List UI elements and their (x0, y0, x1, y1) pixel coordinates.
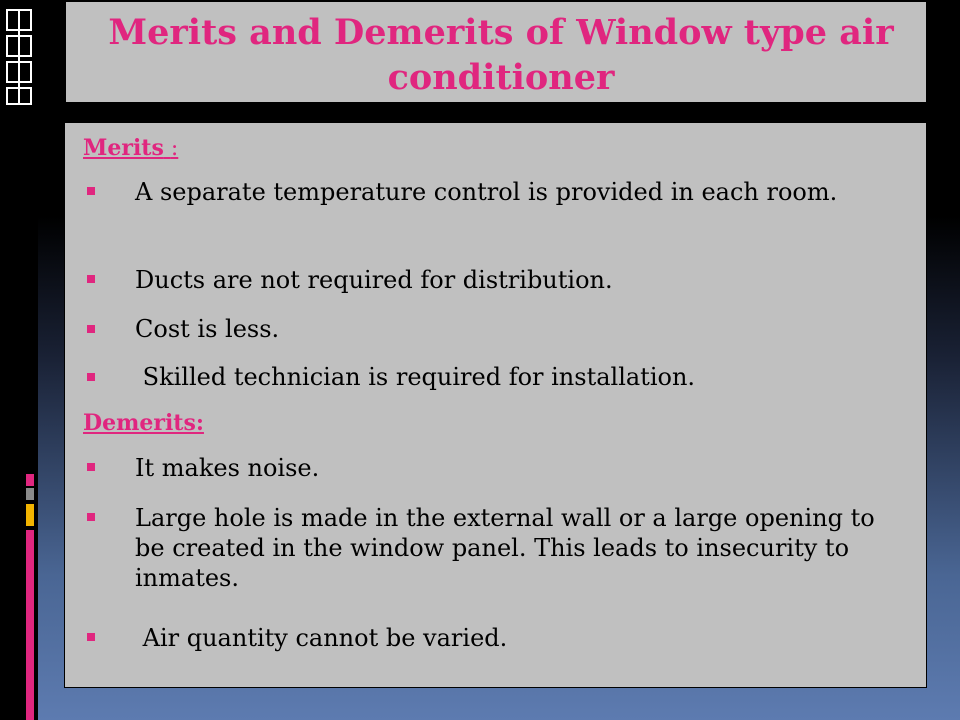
merit-item-1: A separate temperature control is provided in each room. (135, 178, 838, 206)
slide-decoration-icon (5, 8, 33, 108)
bullet-icon (87, 513, 95, 521)
demerits-heading: Demerits: (83, 410, 204, 436)
title-line-2: conditioner (387, 57, 615, 98)
demerit-item-3: Air quantity cannot be varied. (135, 624, 508, 652)
title-line-1: Merits and Demerits of Window type air (108, 12, 894, 53)
bullet-icon (87, 275, 95, 283)
deco-bar-pink-1 (26, 474, 34, 486)
title-box (66, 2, 926, 102)
merit-item-2: Ducts are not required for distribution. (135, 266, 613, 294)
bullet-icon (87, 463, 95, 471)
bullet-icon (87, 325, 95, 333)
deco-bar-gray (26, 488, 34, 500)
merits-heading: Merits : (83, 135, 179, 161)
merit-item-3: Cost is less. (135, 315, 280, 343)
merit-item-4: Skilled technician is required for installation. (135, 363, 696, 391)
content-box (64, 122, 927, 688)
slide-title (66, 10, 926, 100)
bullet-icon (87, 187, 95, 195)
bullet-icon (87, 633, 95, 641)
left-decorative-strip (0, 0, 38, 720)
deco-bar-pink-2 (26, 530, 34, 720)
demerit-item-2: Large hole is made in the external wall or a large opening to be created in the window panel. This leads to insecurity to inmates. (135, 504, 875, 592)
bullet-icon (87, 373, 95, 381)
deco-bar-yellow (26, 504, 34, 526)
demerit-item-1: It makes noise. (135, 454, 320, 482)
